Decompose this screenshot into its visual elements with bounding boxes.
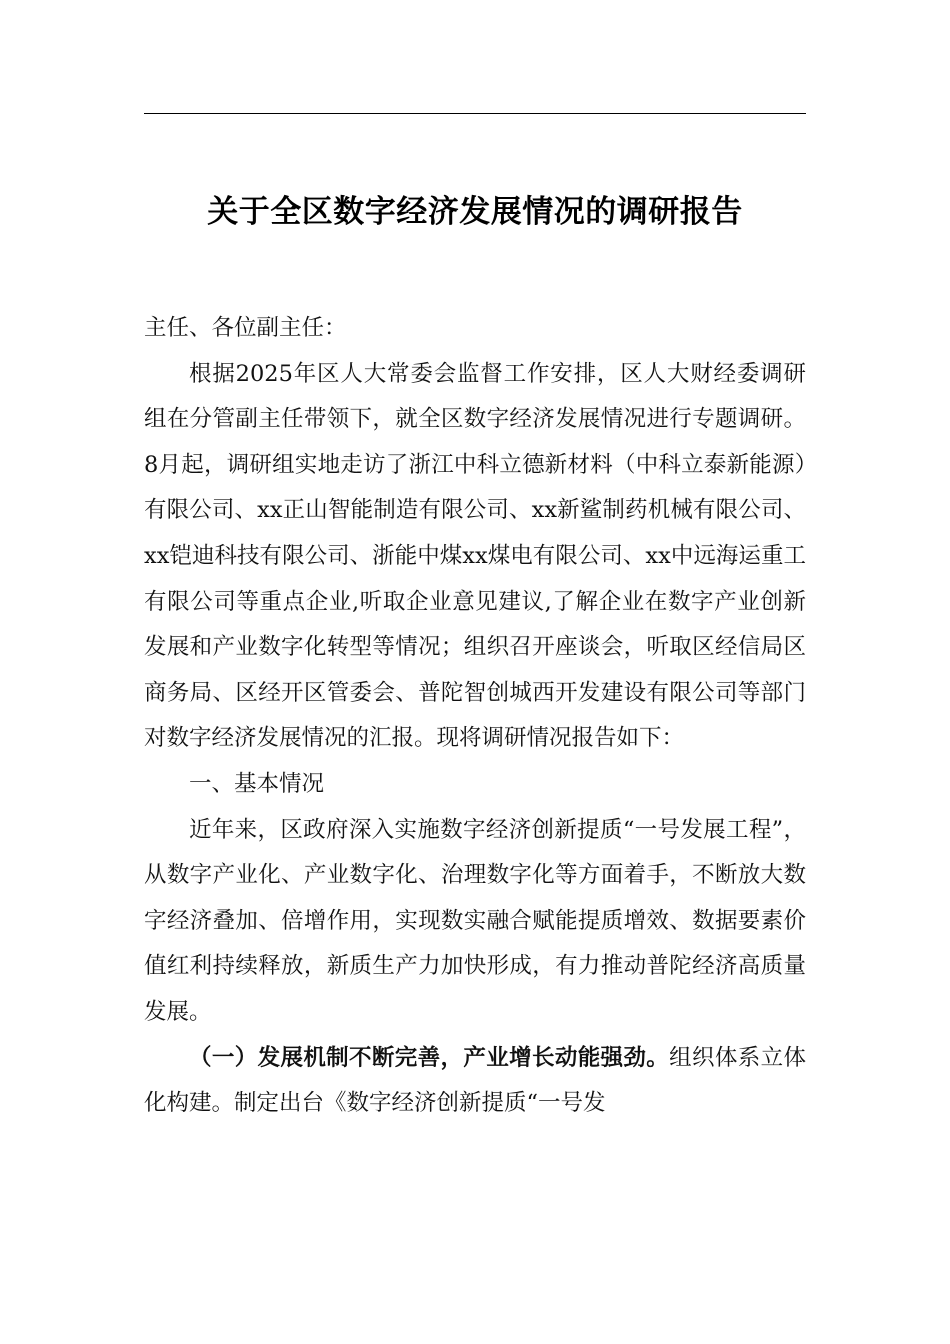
- subsection1-lead: （一）发展机制不断完善，产业增长动能强劲。: [189, 1044, 670, 1071]
- document-body: [144, 306, 806, 1127]
- section-heading-basic-situation: 一、基本情况: [189, 770, 325, 797]
- intro-paragraph: 根据2025年区人大常委会监督工作安排，区人大财经委调研组在分管副主任带领下，就全区数字经济发展情况进行专题调研。8月起，调研组实地走访了浙江中科立德新材料（中科立泰新能源）有限公司、xx正山智能制造有限公司、xx新鲨制药机械有限公司、xx铠迪科技有限公司、浙能中煤xx煤电有限公司、xx中远海运重工有限公司等重点企业,听取企业意见建议,了解企业在数字产业创新发展和产业数字化转型等情况；组织召开座谈会，听取区经信局区商务局、区经开区管委会、普陀智创城西开发建设有限公司等部门对数字经济发展情况的汇报。现将调研情况报告如下：: [144, 360, 806, 752]
- section1-paragraph: 近年来，区政府深入实施数字经济创新提质“一号发展工程”，从数字产业化、产业数字化、治理数字化等方面着手，不断放大数字经济叠加、倍增作用，实现数实融合赋能提质增效、数据要素价值红利持续释放，新质生产力加快形成，有力推动普陀经济高质量发展。: [144, 816, 806, 1025]
- subsection1-paragraph: [144, 1036, 806, 1127]
- document-title: 关于全区数字经济发展情况的调研报告: [207, 194, 743, 230]
- salutation: 主任、各位副主任：: [144, 315, 347, 341]
- header-rule: [144, 113, 806, 114]
- subsection1-text: 组织体系立体化构建。制定出台《数字经济创新提质“一号发: [144, 1044, 806, 1117]
